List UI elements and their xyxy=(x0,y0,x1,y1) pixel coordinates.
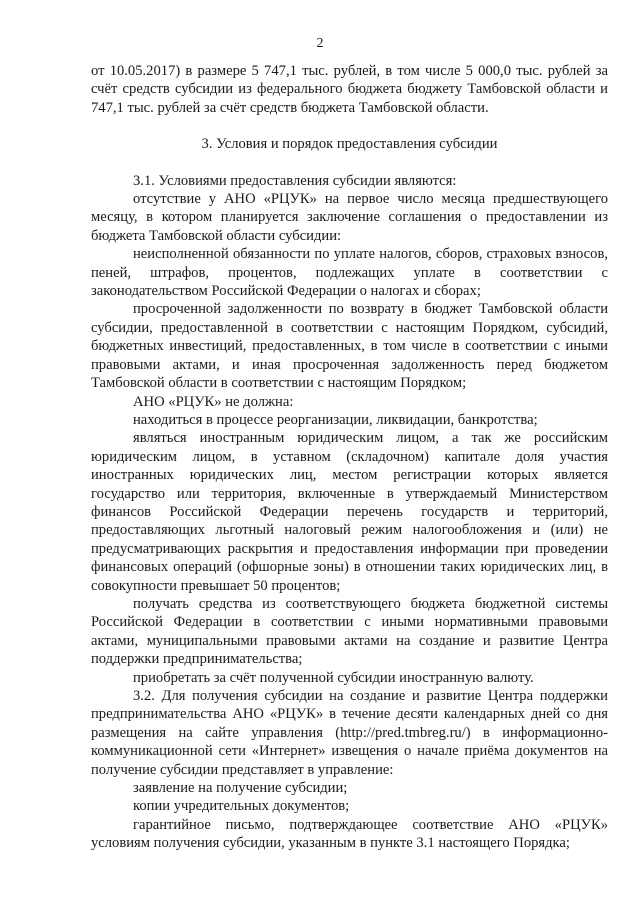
list-item-application: заявление на получение субсидии; xyxy=(133,780,348,797)
paragraph-absence-condition: отсутствие у АНО «РЦУК» на первое число месяца предшествующего месяцу, в котором планируется заключение соглашения о предоставлении из бюджета Тамбовской области субсидии: xyxy=(91,191,608,244)
paragraph-overdue-debt: просроченной задолженности по возврату в бюджет Тамбовской области субсидии, предоставленной в соответствии с настоящим Порядком, субсидий, бюджетных инвестиций, предоставленных, в том числе в соответствии с иными правовыми актами, и иная просроченная задолженность перед бюджетом Тамбовской области в соответствии с настоящим Порядком; xyxy=(91,301,608,392)
paragraph-continuation: от 10.05.2017) в размере 5 747,1 тыс. рублей, в том числе 5 000,0 тыс. рублей за счёт средств субсидии из федерального бюджета бюджету Тамбовской области и 747,1 тыс. рублей за счёт средств бюджета Тамбовской области. xyxy=(91,63,608,116)
paragraph-3-2: 3.2. Для получения субсидии на создание и развитие Центра поддержки предпринимательства АНО «РЦУК» в течение десяти календарных дней со дня размещения на сайте управления (http://pred.tmbreg.ru/) в информационно-коммуникационной сети «Интернет» извещения о начале приёма документов на получение субсидии представляет в управление: xyxy=(91,688,608,778)
paragraph-reorganization: находиться в процессе реорганизации, ликвидации, банкротства; xyxy=(133,411,538,428)
page-number: 2 xyxy=(316,36,324,51)
document-body xyxy=(91,62,608,853)
section-heading: 3. Условия и порядок предоставления субсидии xyxy=(201,136,498,153)
paragraph-foreign-currency: приобретать за счёт полученной субсидии иностранную валюту. xyxy=(133,669,534,686)
paragraph-foreign-entity: являться иностранным юридическим лицом, а так же российским юридическим лицом, в уставном (складочном) капитале доля участия иностранных юридических лиц, местом регистрации которых является государство или территория, включенные в утверждаемый Министерством финансов Российской Федерации перечень государств и территорий, предоставляющих льготный налоговый режим налогообложения и (или) не предусматривающих раскрытия и предоставления информации при проведении финансовых операций (офшорные зоны) в отношении таких юридических лиц, в совокупности превышает 50 процентов; xyxy=(91,430,608,594)
paragraph-other-funds: получать средства из соответствующего бюджета бюджетной системы Российской Федерации в соответствии с иными нормативными правовыми актами, муниципальными правовыми актами на создание и развитие Центра поддержки предпринимательства; xyxy=(91,595,608,668)
paragraph-must-not: АНО «РЦУК» не должна: xyxy=(133,393,294,410)
paragraph-unpaid-taxes: неисполненной обязанности по уплате налогов, сборов, страховых взносов, пеней, штрафов, процентов, подлежащих уплате в соответствии с законодательством Российской Федерации о налогах и сборах; xyxy=(91,246,608,300)
list-item-guarantee-letter: гарантийное письмо, подтверждающее соответствие АНО «РЦУК» условиям получения субсидии, указанным в пункте 3.1 настоящего Порядка; xyxy=(91,816,608,852)
paragraph-3-1: 3.1. Условиями предоставления субсидии являются: xyxy=(133,172,457,189)
list-item-founding-documents: копии учредительных документов; xyxy=(133,798,350,815)
